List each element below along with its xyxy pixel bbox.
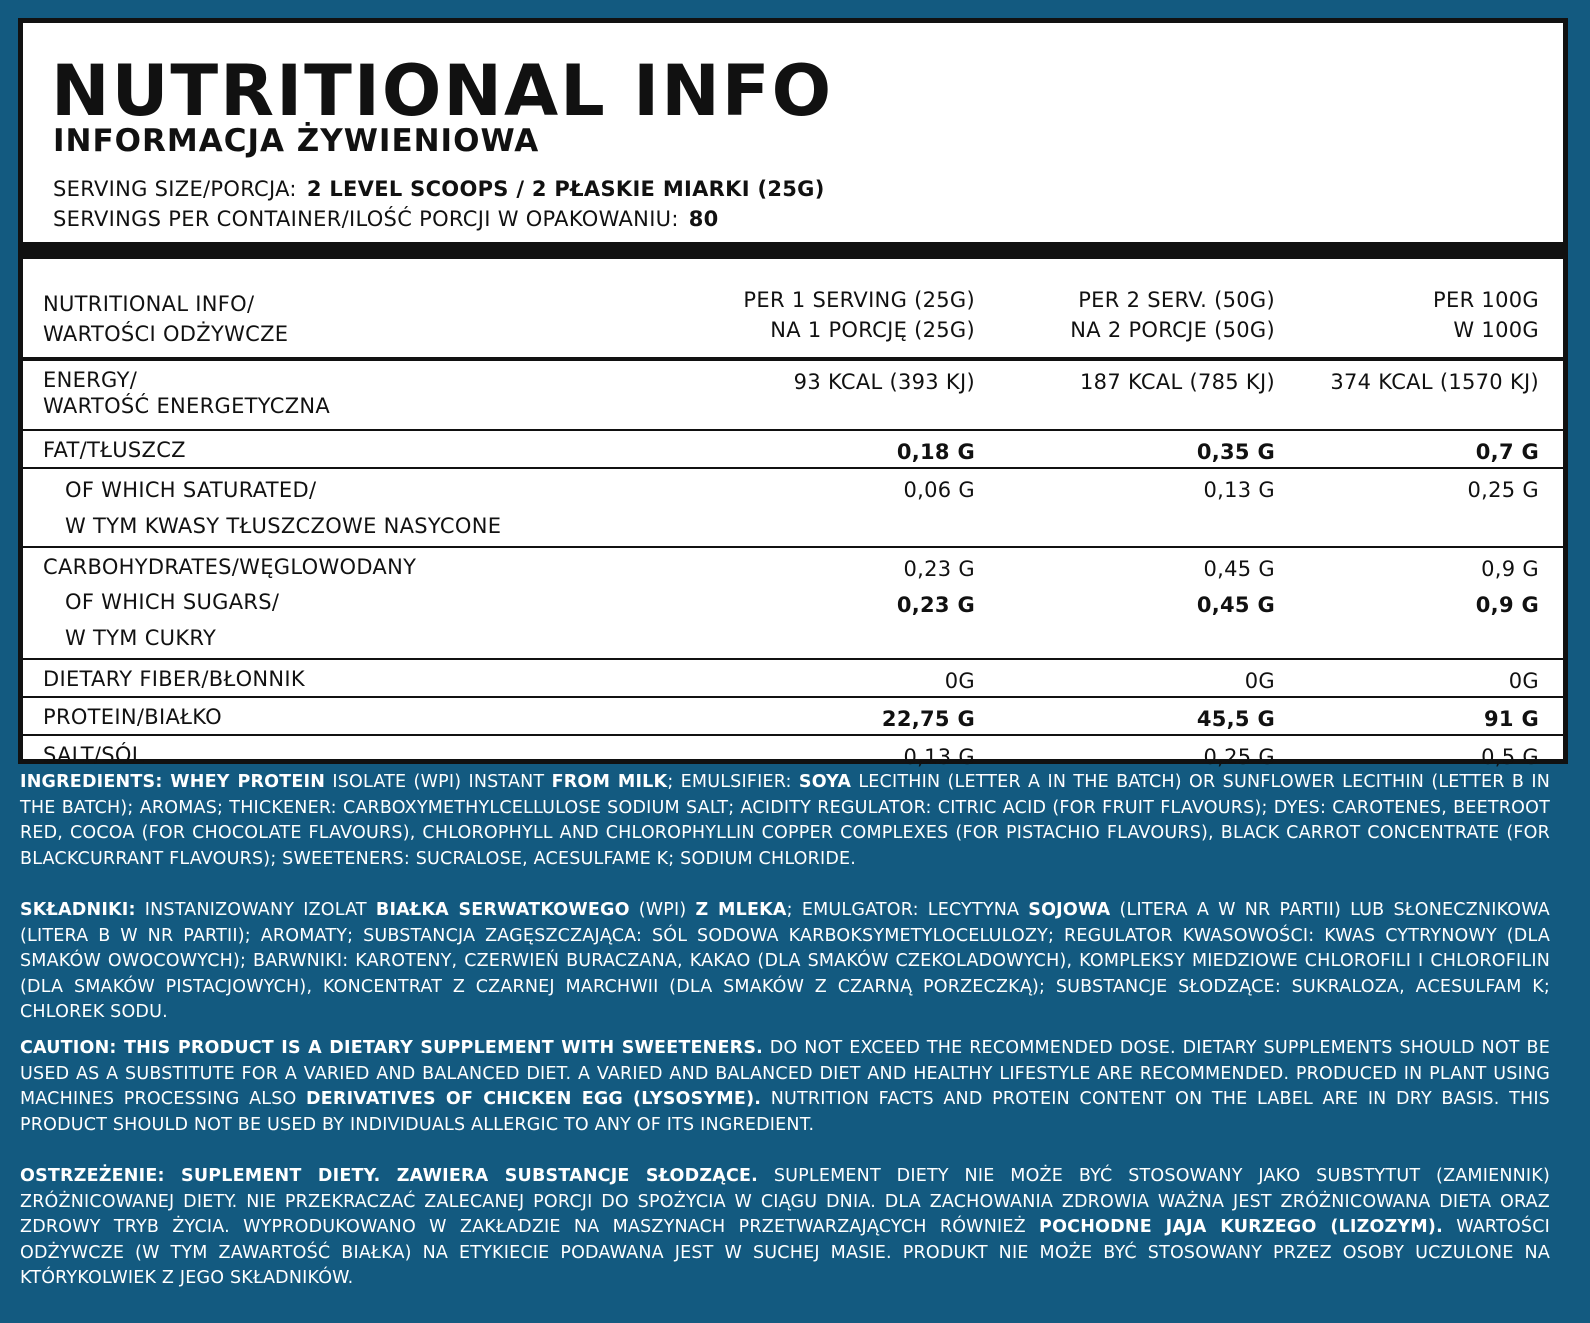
header-col1-line2: NA 1 PORCJĘ (25G) — [770, 318, 975, 342]
energy-label — [23, 359, 665, 430]
fat-v3: 0,7 G — [1275, 430, 1563, 468]
energy-v3: 374 KCAL (1570 KJ) — [1275, 359, 1563, 430]
servings-per-container-value: 80 — [688, 207, 719, 231]
fiber-v2: 0G — [975, 659, 1275, 697]
ingredients-pl-text1: INSTANIZOWANY IZOLAT — [135, 900, 376, 920]
fat-v1: 0,18 G — [665, 430, 975, 468]
header-label-line2: WARTOŚCI ODŻYWCZE — [43, 322, 289, 346]
caution-en-text1: DO NOT EXCEED THE RECOMMENDED DOSE. DIETARY SUPPLEMENTS SHOULD NOT BE USED AS A SUBSTITUTE FOR A VARIED AND BALANCED DIET. A VARIED AND BALANCED DIET AND HEALTHY LIFESTYLE ARE RECOMMENDED. PRODUCED IN PLANT USING MACHINES PROCESSING ALSO — [20, 1038, 1550, 1109]
caution-pl-heading: OSTRZEŻENIE: SUPLEMENT DIETY. ZAWIERA SUBSTANCJE SŁODZĄCE. — [20, 1166, 759, 1186]
serving-size-value: 2 LEVEL SCOOPS / 2 PŁASKIE MIARKI (25G) — [306, 177, 825, 201]
ingredients-pl-text3: ; EMULGATOR: LECYTYNA — [786, 900, 1029, 920]
sugars-label-line1: OF WHICH SUGARS/ — [65, 590, 280, 614]
ingredients-en-text1: ISOLATE (WPI) INSTANT — [325, 772, 552, 792]
header-col2-line2: NA 2 PORCJE (50G) — [1070, 318, 1275, 342]
carbs-v3: 0,9 G — [1275, 547, 1563, 584]
carbs-v1: 0,23 G — [665, 547, 975, 584]
protein-v3: 91 G — [1275, 697, 1563, 735]
table-row-fat — [23, 430, 1563, 468]
ingredients-en-allergen-soya: SOYA — [798, 772, 852, 792]
header-divider — [23, 242, 1563, 259]
header-col3-line1: PER 100G — [1433, 288, 1539, 312]
page-subtitle: INFORMACJA ŻYWIENIOWA — [53, 123, 540, 159]
servings-per-container — [53, 205, 719, 233]
salt-v3: 0,5 G — [1275, 735, 1563, 772]
saturated-v1: 0,06 G — [665, 468, 975, 547]
caution-en-allergen-egg: DERIVATIVES OF CHICKEN EGG (LYSOSYME). — [306, 1089, 762, 1109]
serving-size — [53, 175, 825, 203]
sugars-label — [23, 584, 665, 659]
caution-pl-text1: SUPLEMENT DIETY NIE MOŻE BYĆ STOSOWANY JAKO SUBSTYTUT (ZAMIENNIK) ZRÓŻNICOWANEJ DIETY. NIE PRZEKRACZAĆ ZALECANEJ PORCJI DO SPOŻYCIA W CIĄGU DNIA. DLA ZACHOWANIA ZDROWIA WAŻNA JEST ZRÓŻNICOWANA DIETA ORAZ ZDROWY TRYB ŻYCIA. WYPRODUKOWANO W ZAKŁADZIE NA MASZYNACH PRZETWARZAJĄCYCH RÓWNIEŻ — [20, 1166, 1550, 1237]
salt-v2: 0,25 G — [975, 735, 1275, 772]
ingredients-en — [20, 770, 1550, 872]
header-label-cell — [23, 259, 665, 359]
table-header-row — [23, 259, 1563, 359]
header-col2 — [975, 259, 1275, 359]
protein-v1: 22,75 G — [665, 697, 975, 735]
fiber-label: DIETARY FIBER/BŁONNIK — [23, 659, 665, 697]
page-title: NUTRITIONAL INFO — [51, 50, 834, 132]
nutrition-panel — [18, 18, 1568, 769]
salt-v1: 0,13 G — [665, 735, 975, 772]
table-row-carbs — [23, 547, 1563, 584]
caution-pl-allergen-egg: POCHODNE JAJA KURZEGO (LIZOZYM). — [1039, 1217, 1443, 1237]
table-row-saturated — [23, 468, 1563, 547]
caution-en — [20, 1036, 1550, 1138]
sugars-v2: 0,45 G — [1196, 593, 1275, 617]
caution-pl-text2: WARTOŚCI ODŻYWCZE (W TYM ZAWARTOŚĆ BIAŁKA) NA ETYKIECIE PODAWANA JEST W SUCHEJ MASIE. PRODUKT NIE MOŻE BYĆ STOSOWANY PRZEZ OSOBY UCZULONE NA KTÓRYKOLWIEK Z JEGO SKŁADNIKÓW. — [20, 1217, 1550, 1288]
header-col1 — [665, 259, 975, 359]
fiber-v1: 0G — [665, 659, 975, 697]
carbs-label: CARBOHYDRATES/WĘGLOWODANY — [23, 547, 665, 584]
ingredients-en-heading: INGREDIENTS: WHEY PROTEIN — [20, 772, 326, 792]
energy-label-line1: ENERGY/ — [43, 368, 138, 392]
ingredients-en-allergen-milk: FROM MILK — [551, 772, 668, 792]
saturated-label — [23, 468, 665, 547]
energy-v1: 93 KCAL (393 KJ) — [665, 359, 975, 430]
ingredients-pl-text2: (WPI) — [629, 900, 696, 920]
saturated-label-line1: OF WHICH SATURATED/ — [65, 478, 317, 502]
saturated-v3: 0,25 G — [1275, 468, 1563, 547]
salt-label: SALT/SÓL — [23, 735, 665, 772]
caution-en-heading: CAUTION: THIS PRODUCT IS A DIETARY SUPPLEMENT WITH SWEETENERS. — [20, 1038, 763, 1058]
sugars-label-line2: W TYM CUKRY — [65, 626, 217, 650]
table-row-salt — [23, 735, 1563, 772]
table-row-fiber — [23, 659, 1563, 697]
serving-size-label: SERVING SIZE/PORCJA: — [53, 177, 297, 201]
header-col3-line2: W 100G — [1453, 318, 1539, 342]
header-col2-line1: PER 2 SERV. (50G) — [1078, 288, 1275, 312]
ingredients-en-text2: ; EMULSIFIER: — [667, 772, 799, 792]
ingredients-pl — [20, 898, 1550, 1026]
energy-label-line2: WARTOŚĆ ENERGETYCZNA — [43, 394, 331, 418]
ingredients-pl-allergen-whey: BIAŁKA SERWATKOWEGO — [375, 900, 630, 920]
fat-label: FAT/TŁUSZCZ — [23, 430, 665, 468]
header-col1-line1: PER 1 SERVING (25G) — [743, 288, 975, 312]
ingredients-pl-text4: (LITERA A W NR PARTII) LUB SŁONECZNIKOWA (LITERA B W NR PARTII); AROMATY; SUBSTANCJA ZAGĘSZCZAJĄCA: SÓL SODOWA KARBOKSYMETYLOCELULOZY; REGULATOR KWASOWOŚCI: KWAS CYTRYNOWY (DLA SMAKÓW OWOCOWYCH); BARWNIKI: KAROTENY, CZERWIEŃ BURACZANA, KAKAO (DLA SMAKÓW CZEKOLADOWYCH), KOMPLEKSY MIEDZIOWE CHLOROFILI I CHLOROFILIN (DLA SMAKÓW PISTACJOWYCH), KONCENTRAT Z CZARNEJ MARCHWII (DLA SMAKÓW Z CZARNĄ PORZECZKĄ); SUBSTANCJE SŁODZĄCE: SUKRALOZA, ACESULFAM K; CHLOREK SODU. — [20, 900, 1550, 1022]
ingredients-pl-allergen-soya: SOJOWA — [1028, 900, 1111, 920]
header-label-line1: NUTRITIONAL INFO/ — [43, 292, 255, 316]
carbs-v2: 0,45 G — [975, 547, 1275, 584]
fiber-v3: 0G — [1275, 659, 1563, 697]
nutrition-table — [23, 259, 1563, 772]
energy-v2: 187 KCAL (785 KJ) — [975, 359, 1275, 430]
header-col3 — [1275, 259, 1563, 359]
ingredients-en-text3: LECITHIN (LETTER A IN THE BATCH) OR SUNFLOWER LECITHIN (LETTER B IN THE BATCH); AROMAS; THICKENER: CARBOXYMETHYLCELLULOSE SODIUM SALT; ACIDITY REGULATOR: CITRIC ACID (FOR FRUIT FLAVOURS); DYES: CAROTENES, BEETROOT RED, COCOA (FOR CHOCOLATE FLAVOURS), CHLOROPHYLL AND CHLOROPHYLLIN COPPER COMPLEXES (FOR PISTACHIO FLAVOURS), BLACK CARROT CONCENTRATE (FOR BLACKCURRANT FLAVOURS); SWEETENERS: SUCRALOSE, ACESULFAME K; SODIUM CHLORIDE. — [20, 772, 1550, 869]
ingredients-pl-heading: SKŁADNIKI: — [20, 900, 136, 920]
caution-pl — [20, 1164, 1550, 1292]
protein-label: PROTEIN/BIAŁKO — [23, 697, 665, 735]
sugars-v3: 0,9 G — [1475, 593, 1539, 617]
table-row-energy — [23, 359, 1563, 430]
saturated-v2: 0,13 G — [975, 468, 1275, 547]
saturated-label-line2: W TYM KWASY TŁUSZCZOWE NASYCONE — [65, 514, 502, 538]
table-row-protein — [23, 697, 1563, 735]
ingredients-pl-allergen-milk: Z MLEKA — [695, 900, 787, 920]
servings-per-container-label: SERVINGS PER CONTAINER/ILOŚĆ PORCJI W OPAKOWANIU: — [53, 207, 679, 231]
sugars-v1: 0,23 G — [896, 593, 975, 617]
table-row-sugars — [23, 584, 1563, 659]
fat-v2: 0,35 G — [975, 430, 1275, 468]
protein-v2: 45,5 G — [975, 697, 1275, 735]
caution-en-text2: NUTRITION FACTS AND PROTEIN CONTENT ON THE LABEL ARE IN DRY BASIS. THIS PRODUCT SHOULD NOT BE USED BY INDIVIDUALS ALLERGIC TO ANY OF ITS INGREDIENT. — [20, 1089, 1550, 1135]
